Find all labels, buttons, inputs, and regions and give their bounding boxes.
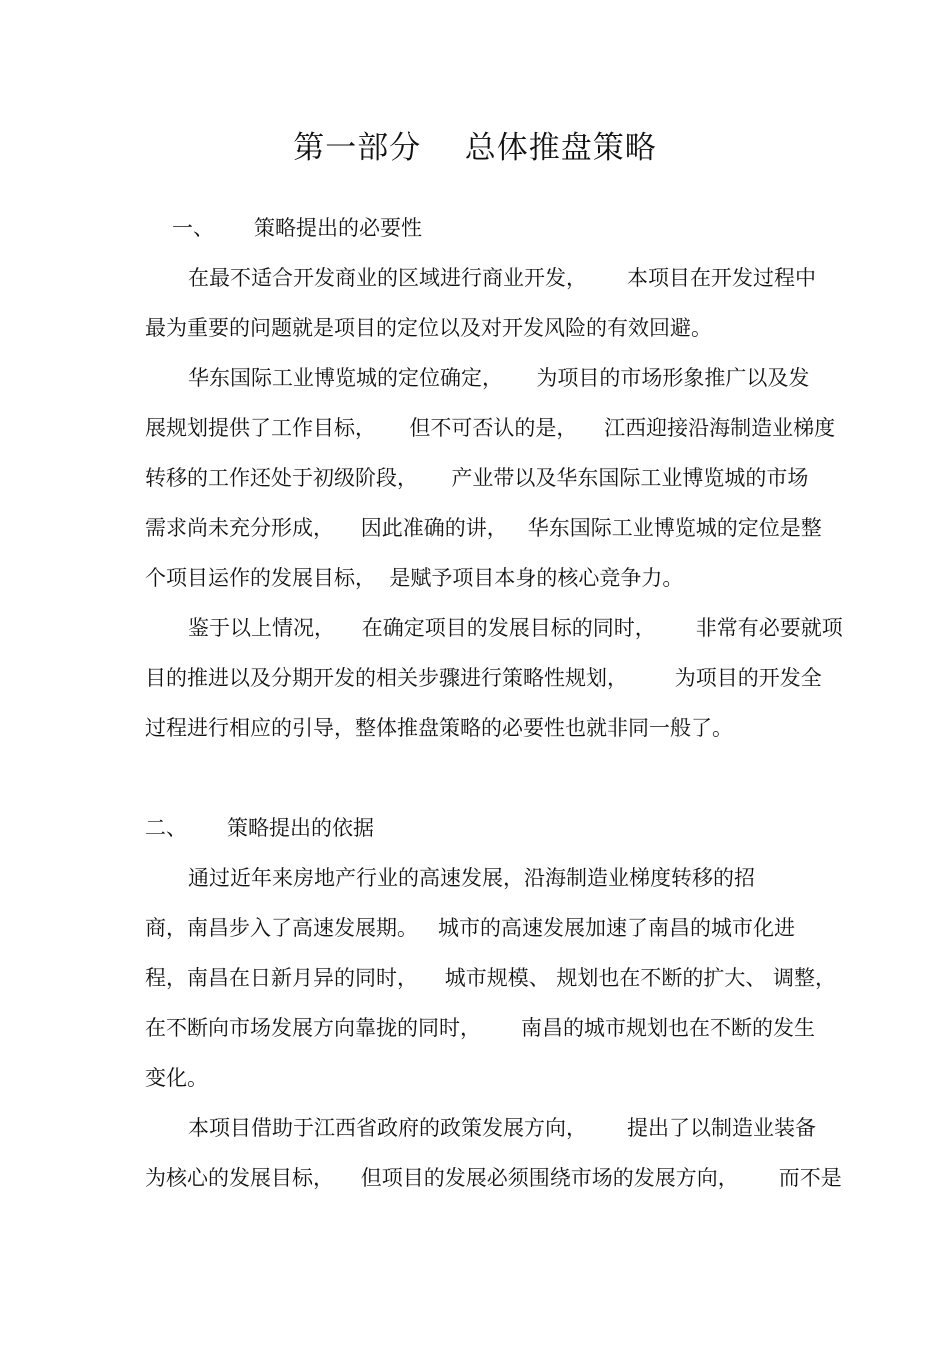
paragraph-line: 鉴于以上情况， 在确定项目的发展目标的同时， 非常有必要就项	[188, 616, 843, 640]
paragraph-line: 展规划提供了工作目标， 但不可否认的是， 江西迎接沿海制造业梯度	[145, 416, 836, 440]
paragraph-line: 过程进行相应的引导，整体推盘策略的必要性也就非同一般了。	[145, 716, 733, 740]
paragraph-line: 转移的工作还处于初级阶段， 产业带以及华东国际工业博览城的市场	[145, 466, 809, 490]
paragraph-line: 在最不适合开发商业的区域进行商业开发， 本项目在开发过程中	[188, 266, 817, 290]
paragraph-line: 需求尚未充分形成， 因此准确的讲， 华东国际工业博览城的定位是整	[145, 516, 822, 540]
paragraph-line: 华东国际工业博览城的定位确定， 为项目的市场形象推广以及发	[188, 366, 810, 390]
paragraph-line: 为核心的发展目标， 但项目的发展必须围绕市场的发展方向， 而不是	[145, 1166, 842, 1190]
paragraph-line: 在不断向市场发展方向靠拢的同时， 南昌的城市规划也在不断的发生	[145, 1016, 816, 1040]
paragraph-line: 最为重要的问题就是项目的定位以及对开发风险的有效回避。	[145, 316, 712, 340]
page-title: 第一部分 总体推盘策略	[293, 130, 657, 166]
paragraph-line: 本项目借助于江西省政府的政策发展方向， 提出了以制造业装备	[188, 1116, 817, 1140]
paragraph-line: 目的推进以及分期开发的相关步骤进行策略性规划， 为项目的开发全	[145, 666, 822, 690]
section-heading-2: 二、 策略提出的依据	[145, 816, 375, 840]
paragraph-line: 通过近年来房地产行业的高速发展，沿海制造业梯度转移的招	[188, 866, 755, 890]
paragraph-line: 商，南昌步入了高速发展期。 城市的高速发展加速了南昌的城市化进	[145, 916, 796, 940]
paragraph-line: 个项目运作的发展目标， 是赋予项目本身的核心竞争力。	[145, 566, 684, 590]
paragraph-line: 程，南昌在日新月异的同时， 城市规模、 规划也在不断的扩大、 调整，	[145, 966, 837, 990]
section-heading-1: 一、 策略提出的必要性	[172, 216, 423, 240]
paragraph-line: 变化。	[145, 1066, 208, 1090]
